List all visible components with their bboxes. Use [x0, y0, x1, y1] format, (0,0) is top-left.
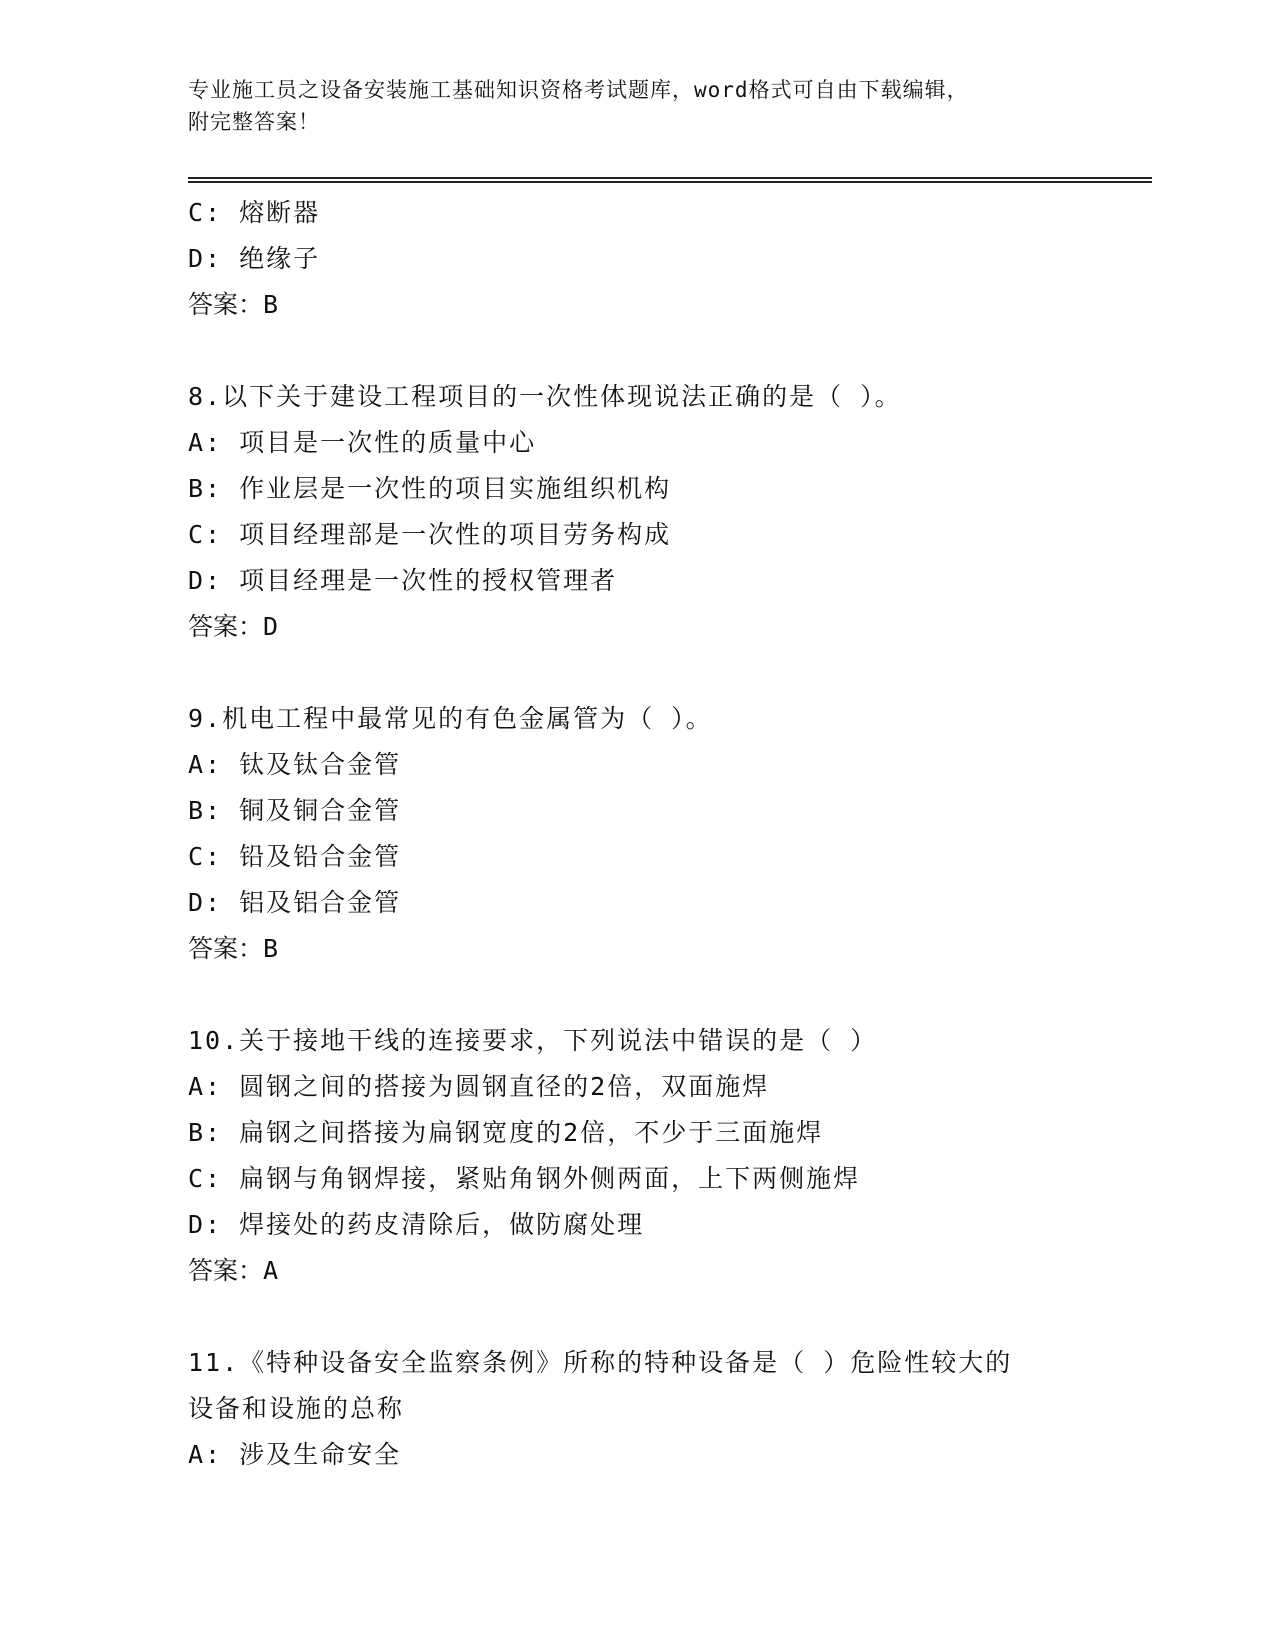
header-divider-top	[188, 177, 1152, 179]
option-b: B: 扁钢之间搭接为扁钢宽度的2倍，不少于三面施焊	[188, 1118, 824, 1147]
header-line-2: 附完整答案！	[188, 110, 320, 134]
answer-line: 答案：B	[188, 290, 279, 319]
spacer	[188, 1294, 1088, 1340]
question-9	[188, 696, 1088, 972]
answer-line: 答案：D	[188, 612, 279, 641]
question-text: 9.机电工程中最常见的有色金属管为（ ）。	[188, 704, 713, 733]
option-b: B: 铜及铜合金管	[188, 796, 402, 825]
header-divider-bottom	[188, 181, 1152, 183]
option-c: C: 铅及铅合金管	[188, 842, 402, 871]
option-a: A: 钛及钛合金管	[188, 750, 402, 779]
option-d: D: 绝缘子	[188, 244, 321, 273]
option-c: C: 熔断器	[188, 198, 321, 227]
option-d: D: 铝及铝合金管	[188, 888, 402, 917]
question-text-line-2: 设备和设施的总称	[188, 1394, 405, 1423]
question-text: 10.关于接地干线的连接要求，下列说法中错误的是（ ）	[188, 1026, 878, 1055]
question-text-line-1: 11.《特种设备安全监察条例》所称的特种设备是（ ）危险性较大的	[188, 1348, 1013, 1377]
option-c: C: 项目经理部是一次性的项目劳务构成	[188, 520, 672, 549]
option-b: B: 作业层是一次性的项目实施组织机构	[188, 474, 672, 503]
question-8	[188, 374, 1088, 650]
option-a: A: 涉及生命安全	[188, 1440, 402, 1469]
option-c: C: 扁钢与角钢焊接，紧贴角钢外侧两面，上下两侧施焊	[188, 1164, 861, 1193]
document-header	[188, 74, 1068, 138]
spacer	[188, 328, 1088, 374]
answer-line: 答案：A	[188, 1256, 279, 1285]
answer-line: 答案：B	[188, 934, 279, 963]
option-a: A: 项目是一次性的质量中心	[188, 428, 537, 457]
spacer	[188, 972, 1088, 1018]
question-10	[188, 1018, 1088, 1294]
option-d: D: 焊接处的药皮清除后，做防腐处理	[188, 1210, 645, 1239]
option-d: D: 项目经理是一次性的授权管理者	[188, 566, 618, 595]
question-11	[188, 1340, 1088, 1478]
header-line-1: 专业施工员之设备安装施工基础知识资格考试题库，word格式可自由下载编辑，	[188, 78, 969, 102]
option-a: A: 圆钢之间的搭接为圆钢直径的2倍，双面施焊	[188, 1072, 770, 1101]
spacer	[188, 650, 1088, 696]
question-list	[188, 190, 1088, 1478]
carryover-block	[188, 190, 1088, 328]
question-text: 8.以下关于建设工程项目的一次性体现说法正确的是（ ）。	[188, 382, 902, 411]
